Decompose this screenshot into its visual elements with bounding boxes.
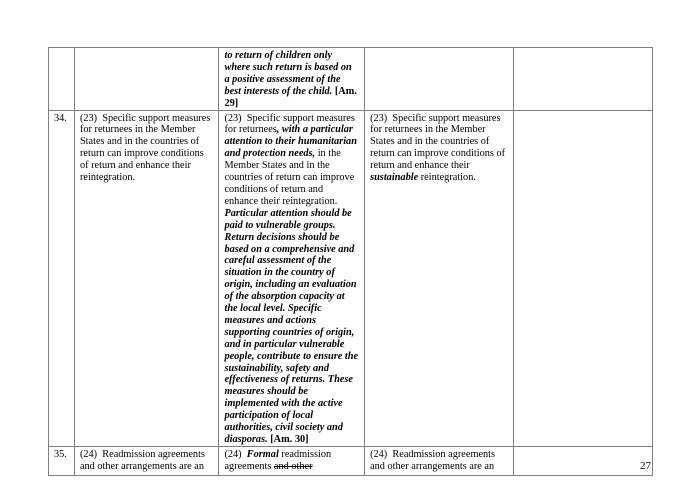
- text-segment: to return of children only where such return is based on a positive assessment of the best interests of the child.: [224, 50, 352, 97]
- text-segment: [Am. 30]: [267, 434, 309, 445]
- row-number: 34.: [54, 112, 67, 124]
- commission-text-cell: [74, 446, 219, 475]
- text-segment: readmission agreements: [224, 448, 332, 472]
- council-text-cell: [365, 446, 514, 475]
- table-row: [49, 110, 653, 446]
- row-number-cell: [49, 48, 75, 111]
- table-row: [49, 48, 653, 111]
- text-segment: [Am. 29]: [224, 85, 357, 109]
- text-segment: in the Member States and in the countries of return can improve conditions of return and enhance their reintegration.: [224, 148, 355, 207]
- page-number: 27: [640, 460, 651, 472]
- compromise-text-cell: [514, 48, 653, 111]
- text-segment: reintegration.: [418, 172, 476, 184]
- row-number-cell: [49, 446, 75, 475]
- text-segment: (23) Specific support measures for returnees: [224, 112, 355, 136]
- council-text-cell: [365, 48, 514, 111]
- table-row: [49, 446, 653, 475]
- council-text-cell: [365, 110, 514, 446]
- text-segment: and other: [273, 460, 313, 472]
- text-segment: (23) Specific support measures for returnees in the Member States and in the countries of return can improve conditions of return and enhance their: [370, 112, 506, 172]
- text-segment: sustainable: [370, 172, 419, 184]
- parliament-text-cell: [219, 446, 365, 475]
- parliament-text-cell: [219, 48, 365, 111]
- parliament-text-cell: [219, 110, 365, 446]
- text-segment: (24): [224, 448, 247, 460]
- text-segment: (24) Readmission agreements and other arrangements are an: [79, 448, 205, 472]
- commission-text-cell: [74, 48, 219, 111]
- row-number: 35.: [54, 448, 67, 460]
- row-number-cell: [49, 110, 75, 446]
- commission-text-cell: [74, 110, 219, 446]
- text-segment: Particular attention should be paid to vulnerable groups. Return decisions should be based on a comprehensive and careful assessment of the situation in the country of origin, including an evaluation of the absorption capacity at the local level. Specific measures and actions supporting countries of origin, and in particular vulnerable people, contribute to ensure the sustainability, safety and effectiveness of returns. These measures should be implemented with the active participation of local authorities, civil society and diasporas.: [224, 207, 359, 445]
- text-segment: (24) Readmission agreements and other arrangements are an: [370, 448, 496, 472]
- text-segment: Formal: [246, 448, 279, 460]
- comparison-table: [48, 47, 653, 476]
- text-segment: , with a particular attention to their humanitarian and protection needs,: [224, 124, 357, 160]
- text-segment: (23) Specific support measures for returnees in the Member States and in the countries of return can improve conditions of return and enhance their reintegration.: [79, 112, 211, 184]
- compromise-text-cell: [514, 110, 653, 446]
- compromise-text-cell: [514, 446, 653, 475]
